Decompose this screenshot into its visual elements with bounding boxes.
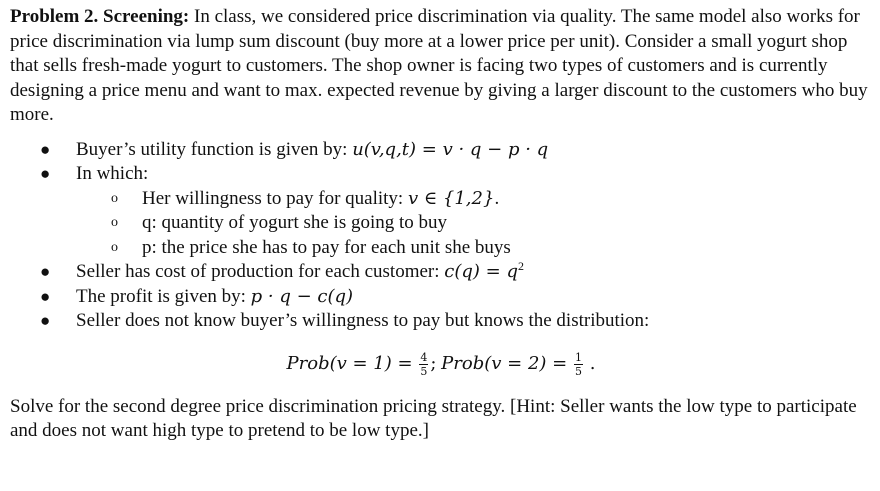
prob-low-denominator: 5	[420, 364, 428, 378]
cost-formula: c(q) = q	[444, 261, 518, 282]
prob-low-fraction	[419, 352, 428, 377]
list-item-cost	[10, 260, 872, 285]
sub-item-price	[10, 236, 872, 261]
bullet-icon: ●	[40, 286, 51, 306]
list-item-in-which	[10, 162, 872, 187]
willingness-formula: v ∈ {1,2}	[407, 187, 495, 209]
willingness-text: Her willingness to pay for quality:	[142, 187, 408, 209]
bullet-icon: ●	[40, 262, 51, 281]
prob-high-fraction	[574, 352, 583, 377]
problem-intro-text: In class, we considered price discrimination via quality. The same model also works for price discrimination via lump sum discount (buy more at a lower price per unit). Consider a small yogurt shop that sells fresh-made yogurt to customers. The shop owner is facing two types of customers and is currently designing a price menu and want to max. expected revenue by giving a larger discount to the customers who buy more.	[10, 6, 868, 125]
prob-high-denominator: 5	[575, 364, 582, 378]
circle-bullet-icon: o	[111, 215, 118, 230]
bullet-icon: ●	[40, 164, 51, 183]
closing-instruction: Solve for the second degree price discrimination pricing strategy. [Hint: Seller wants the low type to participate and does not want high type to pretend to be low type.]	[10, 395, 857, 441]
utility-text: Buyer’s utility function is given by:	[76, 138, 353, 160]
quantity-text: q: quantity of yogurt she is going to buy	[142, 212, 448, 233]
sub-item-willingness	[10, 187, 872, 212]
sub-item-quantity	[10, 211, 872, 236]
circle-bullet-icon: o	[111, 190, 118, 206]
prob-low-lhs: Prob(v = 1) =	[286, 352, 413, 374]
circle-bullet-icon: o	[111, 239, 118, 255]
problem-heading: Problem 2. Screening:	[10, 6, 190, 27]
prob-separator: ;	[430, 352, 437, 374]
cost-power: 2	[517, 259, 524, 273]
problem-intro	[10, 5, 872, 128]
bullet-icon: ●	[40, 139, 51, 159]
assumption-list	[10, 138, 872, 334]
bullet-icon: ●	[40, 311, 51, 330]
problem-document	[10, 5, 872, 444]
list-item-profit	[10, 285, 872, 310]
distribution-equation	[10, 347, 872, 381]
cost-text: Seller has cost of production for each customer:	[76, 261, 445, 282]
prob-high-lhs: Prob(v = 2) =	[441, 352, 568, 374]
in-which-text: In which:	[76, 163, 149, 184]
prob-high-numerator: 1	[575, 350, 582, 364]
list-item-utility	[10, 138, 872, 163]
distribution-note-text: Seller does not know buyer’s willingness to pay but knows the distribution:	[76, 310, 650, 331]
prob-low-numerator: 4	[420, 350, 428, 364]
profit-text: The profit is given by:	[76, 285, 251, 307]
profit-formula: p · q − c(q)	[250, 285, 354, 307]
list-item-distribution-note	[10, 309, 872, 334]
price-text: p: the price she has to pay for each unit she buys	[142, 236, 511, 258]
willingness-tail: .	[494, 187, 500, 209]
prob-end: .	[589, 352, 596, 374]
utility-formula: u(v,q,t) = v · q − p · q	[352, 138, 549, 160]
